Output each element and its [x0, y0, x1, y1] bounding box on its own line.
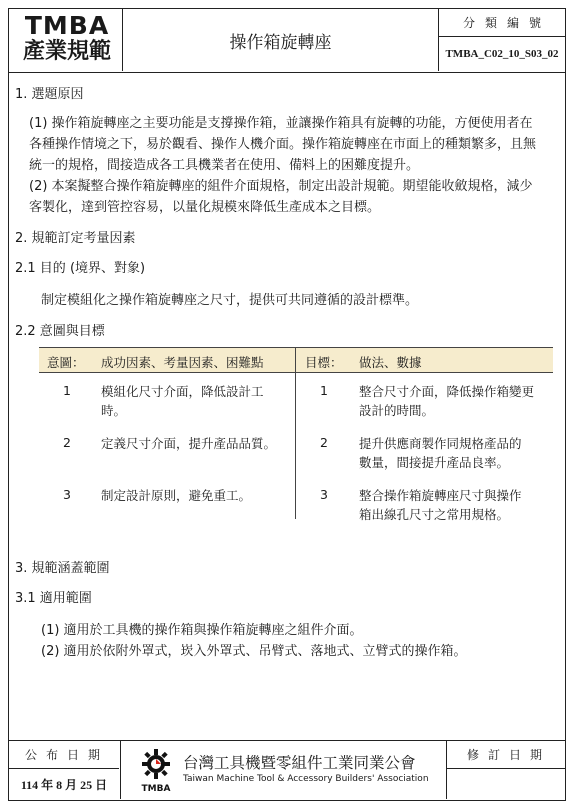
paragraph-line: (2) 本案擬整合操作箱旋轉座的組件介面規格，制定出設計規範。期望能收斂規格，減少 — [29, 179, 533, 194]
section-3-heading: 3. 規範涵蓋範圍 — [15, 561, 110, 576]
cell-line: 數量，間接提升產品良率。 — [359, 455, 510, 470]
section-2-heading: 2. 規範訂定考量因素 — [15, 231, 136, 246]
goal-number: 3 — [320, 487, 328, 502]
intent-column-header: 成功因素、考量因素、困難點 — [101, 355, 264, 370]
cell-line: 定義尺寸介面，提升產品品質。 — [101, 436, 277, 451]
section-2-1-text: 制定模組化之操作箱旋轉座之尺寸，提供可共同遵循的設計標準。 — [41, 293, 419, 308]
document-header — [9, 9, 565, 73]
revision-date-label: 修訂日期 — [447, 741, 565, 769]
association-name-english: Taiwan Machine Tool & Accessory Builders' Association — [183, 774, 429, 784]
goal-cell — [359, 382, 553, 420]
cell-line: 模組化尺寸介面，降低設計工 — [101, 384, 264, 399]
intent-number: 1 — [63, 383, 71, 398]
paragraph-line: (1) 操作箱旋轉座之主要功能是支撐操作箱，並讓操作箱具有旋轉的功能，方便使用者在 — [29, 116, 533, 131]
intent-cell — [101, 486, 291, 505]
section-1-paragraph-2 — [29, 176, 549, 218]
goal-number: 1 — [320, 383, 328, 398]
goal-cell — [359, 486, 553, 524]
cell-line: 時。 — [101, 403, 127, 418]
table-header — [39, 347, 553, 373]
publish-date-box — [9, 741, 121, 799]
goal-label: 目標： — [305, 355, 343, 370]
cell-line: 提升供應商製作同規格產品的 — [359, 436, 522, 451]
scope-item-2: (2) 適用於依附外罩式，崁入外罩式、吊臂式、落地式、立臂式的操作箱。 — [41, 644, 467, 659]
publish-date-value: 114 年 8 月 25 日 — [20, 777, 108, 792]
classification-code: TMBA_C02_10_S03_02 — [445, 48, 559, 60]
cell-line: 整合操作箱旋轉座尺寸與操作 — [359, 488, 522, 503]
section-2-1-heading: 2.1 目的 (境界、對象) — [15, 261, 146, 276]
section-2-2-heading: 2.2 意圖與目標 — [15, 324, 105, 339]
association-name-chinese: 台灣工具機暨零組件工業同業公會 — [183, 754, 416, 772]
intent-label: 意圖： — [47, 355, 85, 370]
association-logo-icon — [135, 747, 177, 793]
paragraph-line: 統一的規格，間接造成各工具機業者在使用、備料上的困難度提升。 — [29, 158, 420, 173]
section-1-paragraph-1 — [29, 113, 549, 176]
cell-line: 箱出線孔尺寸之常用規格。 — [359, 507, 510, 522]
cell-line: 整合尺寸介面，降低操作箱變更 — [359, 384, 535, 399]
intent-number: 2 — [63, 435, 71, 450]
publish-date-label: 公布日期 — [9, 741, 119, 769]
intent-cell — [101, 382, 291, 420]
logo-chinese: 產業規範 — [22, 39, 111, 64]
intent-cell — [101, 434, 291, 453]
association-block — [121, 741, 447, 799]
header-divider — [295, 347, 296, 373]
section-1-heading: 1. 選題原因 — [15, 87, 84, 102]
logo-english: TMBA — [24, 11, 110, 40]
paragraph-line: 各種操作情境之下，易於觀看、操作人機介面。操作箱旋轉座在市面上的種類繁多，且無 — [29, 137, 537, 152]
document-footer — [9, 740, 565, 800]
paragraph-line: 客製化，達到管控容易，以量化規模來降低生產成本之目標。 — [29, 200, 381, 215]
revision-date-box — [447, 741, 565, 799]
document-title: 操作箱旋轉座 — [123, 9, 439, 71]
tmba-logo — [9, 9, 123, 71]
logo-caption: TMBA — [141, 784, 171, 793]
column-divider — [295, 373, 296, 519]
classification-label: 分類編號 — [439, 9, 565, 37]
cell-line: 制定設計原則，避免重工。 — [101, 488, 252, 503]
section-3-1-heading: 3.1 適用範圍 — [15, 591, 92, 606]
goal-column-header: 做法、數據 — [359, 355, 422, 370]
cell-line: 設計的時間。 — [359, 403, 435, 418]
document-frame — [8, 8, 566, 801]
scope-item-1: (1) 適用於工具機的操作箱與操作箱旋轉座之組件介面。 — [41, 623, 363, 638]
intent-number: 3 — [63, 487, 71, 502]
goal-cell — [359, 434, 553, 472]
goal-number: 2 — [320, 435, 328, 450]
